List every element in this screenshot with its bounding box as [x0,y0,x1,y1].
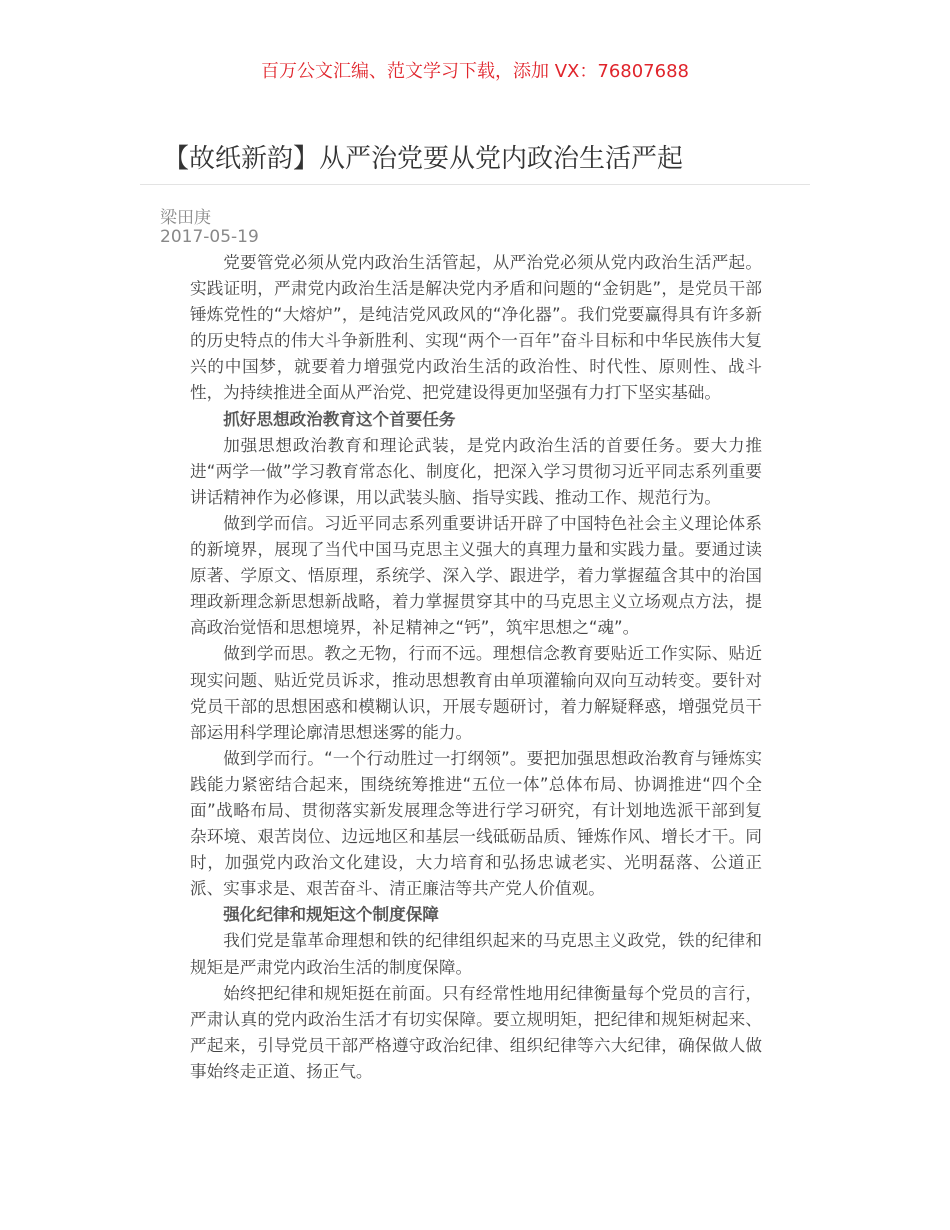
section-heading: 强化纪律和规矩这个制度保障 [223,905,439,925]
paragraph: 做到学而行。“一个行动胜过一打纲领”。要把加强思想政治教育与锤炼实践能力紧密结合起来，围绕统筹推进“五位一体”总体布局、协调推进“四个全面”战略布局、贯彻落实新发展理念等进行学习研究，有计划地选派干部到复杂环境、艰苦岗位、边远地区和基层一线砥砺品质、锤炼作风、增长才干。同时，加强党内政治文化建设，大力培育和弘扬忠诚老实、光明磊落、公道正派、实事求是、艰苦奋斗、清正廉洁等共产党人价值观。 [190,748,762,899]
article-title: 【故纸新韵】从严治党要从党内政治生活严起 [163,144,684,174]
paragraph: 始终把纪律和规矩挺在前面。只有经常性地用纪律衡量每个党员的言行，严肃认真的党内政治生活才有切实保障。要立规明矩，把纪律和规矩树起来、严起来，引导党员干部严格遵守政治纪律、组织纪律等六大纪律，确保做人做事始终走正道、扬正气。 [190,983,762,1081]
paragraph: 我们党是靠革命理想和铁的纪律组织起来的马克思主义政党，铁的纪律和规矩是严肃党内政治生活的制度保障。 [190,931,762,977]
paragraph: 加强思想政治教育和理论武装，是党内政治生活的首要任务。要大力推进“两学一做”学习教育常态化、制度化，把深入学习贯彻习近平同志系列重要讲话精神作为必修课，用以武装头脑、指导实践、推动工作、规范行为。 [190,435,762,507]
article-body [190,250,762,1085]
paragraph: 做到学而思。教之无物，行而不远。理想信念教育要贴近工作实际、贴近现实问题、贴近党员诉求，推动思想教育由单项灌输向双向互动转变。要针对党员干部的思想困惑和模糊认识，开展专题研讨，着力解疑释惑，增强党员干部运用科学理论廓清思想迷雾的能力。 [190,644,762,742]
article-author: 梁田庚 [160,208,211,228]
article-date: 2017-05-19 [160,227,259,247]
paragraph: 党要管党必须从党内政治生活管起，从严治党必须从党内政治生活严起。实践证明，严肃党内政治生活是解决党内矛盾和问题的“金钥匙”，是党员干部锤炼党性的“大熔炉”，是纯洁党风政风的“净化器”。我们党要赢得具有许多新的历史特点的伟大斗争新胜利、实现“两个一百年”奋斗目标和中华民族伟大复兴的中国梦，就要着力增强党内政治生活的政治性、时代性、原则性、战斗性，为持续推进全面从严治党、把党建设得更加坚强有力打下坚实基础。 [190,253,762,403]
watermark-banner: 百万公文汇编、范文学习下载，添加 VX：76807688 [261,61,689,82]
section-heading: 抓好思想政治教育这个首要任务 [223,409,456,429]
paragraph: 做到学而信。习近平同志系列重要讲话开辟了中国特色社会主义理论体系的新境界，展现了当代中国马克思主义强大的真理力量和实践力量。要通过读原著、学原文、悟原理，系统学、深入学、跟进学，着力掌握蕴含其中的治国理政新理念新思想新战略，着力掌握贯穿其中的马克思主义立场观点方法，提高政治觉悟和思想境界，补足精神之“钙”，筑牢思想之“魂”。 [190,513,762,638]
title-divider [140,184,810,185]
